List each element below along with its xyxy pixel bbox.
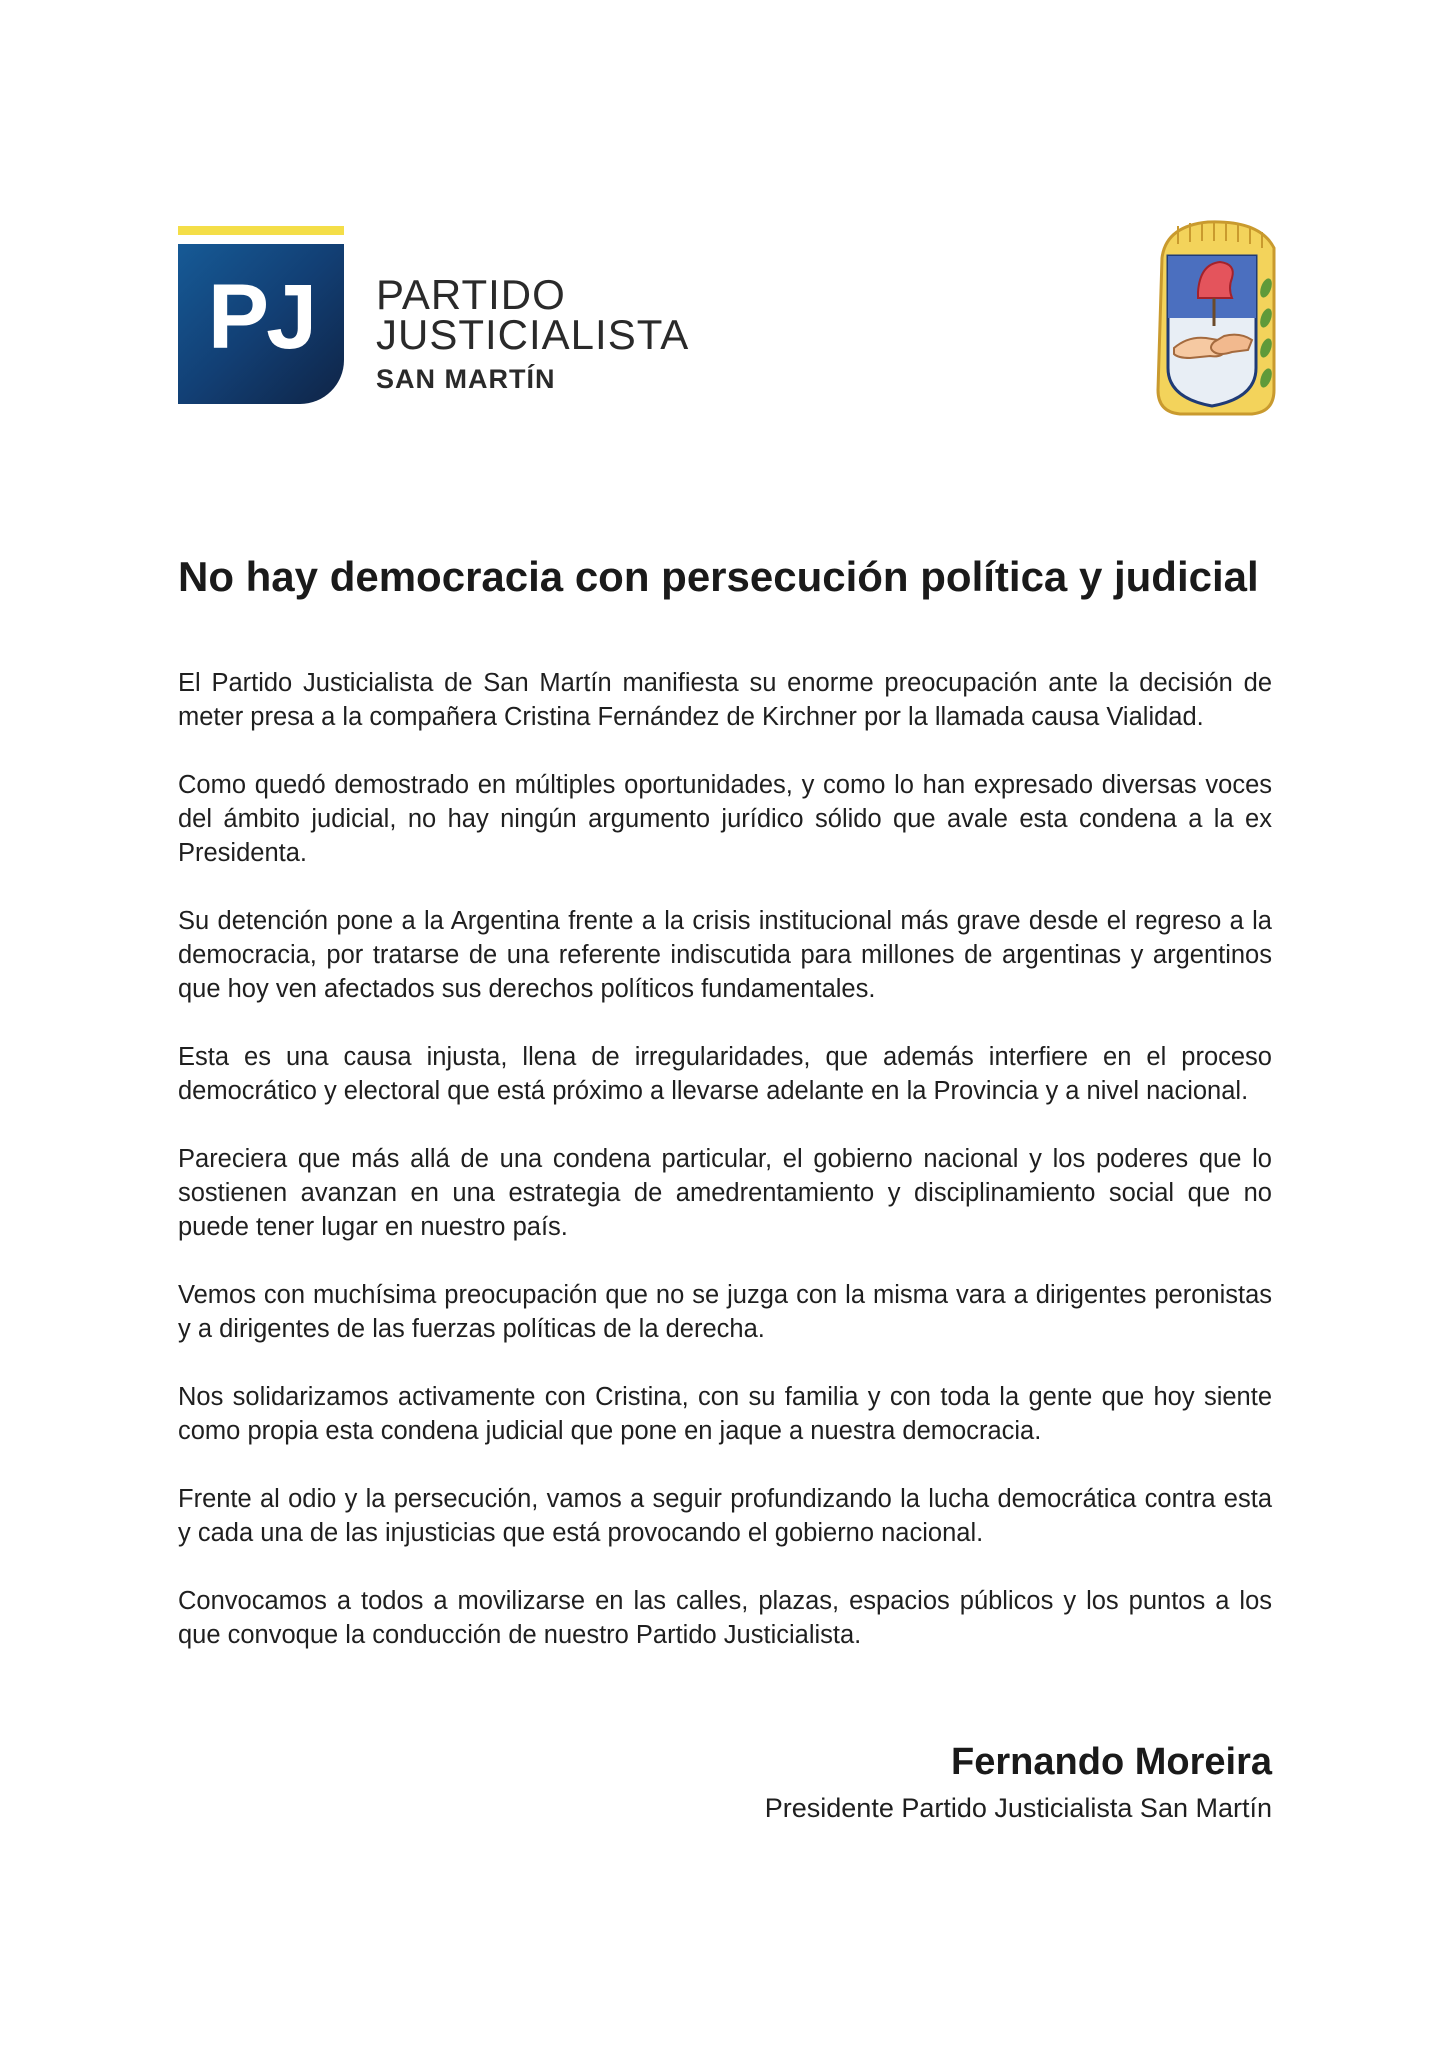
- paragraph-8: Frente al odio y la persecución, vamos a seguir profundizando la lucha democrática contra esta y cada una de las injusticias que está provocando el gobierno nacional.: [178, 1485, 1272, 1547]
- page-title: No hay democracia con persecución política y judicial: [178, 553, 1259, 600]
- paragraph-1: El Partido Justicialista de San Martín manifiesta su enorme preocupación ante la decisión de meter presa a la compañera Cristina Fernández de Kirchner por la llamada causa Vialidad.: [178, 669, 1272, 731]
- paragraph-6: Vemos con muchísima preocupación que no se juzga con la misma vara a dirigentes peronistas y a dirigentes de las fuerzas políticas de la derecha.: [178, 1281, 1272, 1343]
- paragraph-9: Convocamos a todos a movilizarse en las calles, plazas, espacios públicos y los puntos a los que convoque la conducción de nuestro Partido Justicialista.: [178, 1587, 1272, 1649]
- paragraph-4: Esta es una causa injusta, llena de irregularidades, que además interfiere en el proceso democrático y electoral que está próximo a llevarse adelante en la Provincia y a nivel nacional.: [178, 1043, 1272, 1105]
- paragraph-2: Como quedó demostrado en múltiples oportunidades, y como lo han expresado diversas voces del ámbito judicial, no hay ningún argumento jurídico sólido que avale esta condena a la ex Presidenta.: [178, 771, 1272, 867]
- peronist-shield-icon: [1148, 218, 1284, 416]
- org-name-line2: JUSTICIALISTA: [376, 311, 690, 358]
- signatory-name: Fernando Moreira: [951, 1741, 1272, 1783]
- org-branch: SAN MARTÍN: [376, 364, 556, 394]
- logo-accent-bar: [178, 226, 344, 235]
- statement-body: [178, 666, 1272, 1686]
- org-name-line1: PARTIDO: [376, 271, 566, 318]
- paragraph-5: Pareciera que más allá de una condena particular, el gobierno nacional y los poderes que lo sostienen avanzan en una estrategia de amedrentamiento y disciplinamiento social que no puede tener lugar en nuestro país.: [178, 1145, 1272, 1241]
- pj-logo: [178, 226, 698, 408]
- paragraph-7: Nos solidarizamos activamente con Cristina, con su familia y con toda la gente que hoy siente como propia esta condena judicial que pone en jaque a nuestra democracia.: [178, 1383, 1272, 1445]
- signatory-role: Presidente Partido Justicialista San Martín: [764, 1792, 1272, 1823]
- signature-block: [765, 1740, 1272, 1827]
- paragraph-3: Su detención pone a la Argentina frente a la crisis institucional más grave desde el regreso a la democracia, por tratarse de una referente indiscutida para millones de argentinas y argentinos que hoy ven afectados sus derechos políticos fundamentales.: [178, 907, 1272, 1003]
- logo-mark: PJ: [207, 266, 315, 368]
